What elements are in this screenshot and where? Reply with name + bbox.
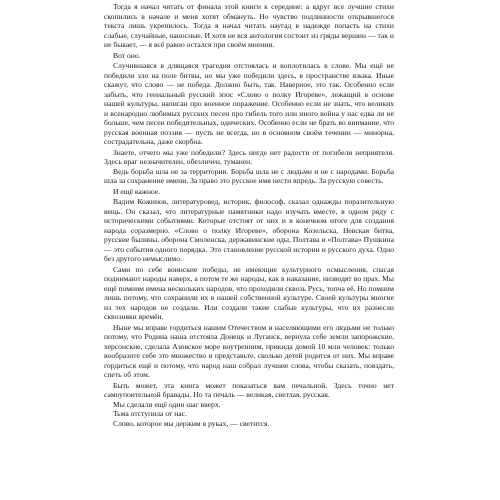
- paragraph-5: Ведь борьба шла не за территории. Борьба шла не с людьми и не с народами. Борьба шла за сохранение имени. За право это русское имя нести впредь. За русскую совесть.: [104, 166, 394, 185]
- paragraph-9: Ныне мы вправе гордиться нашим Отечеством и населяющими его людьми не только потому, что Родина наша отстояла Донецк и Луганск, вернула себе земли запорожские, херсонские, сделала Азовское море внутренним, прикида домой 10 млн человек: только вообразите себе это множество и представьте, сколько детей родится от них. Мы вправе гордиться ещё и потому, что народ наш собрал лучшие слова, чтобы сказать, повздать, спеть об этом.: [104, 322, 394, 379]
- paragraph-2: Вот оно.: [113, 50, 141, 60]
- paragraph-6: И ещё важное.: [113, 186, 161, 196]
- paragraph-10: Быть может, эта книга может показаться вам печальной. Здесь точно нет самоупоительной бравады. Но та печаль — великая, светлая, русская.: [104, 380, 394, 399]
- paragraph-7: Вадим Кожинов, литературовед, историк, философ, сказал однажды поразительную вещь. Он сказал, что литературные памятники надо изучать вместе, в одном ряду с историческими событиями. Которые отстоят от них и в конечном итоге для создания народа соразмерно. «Слово о полку Игореве», оборона Козельска, Невская битва, русские былины, оборона Смоленска, державинские оды, Полтава и «Полтава» Пушкина — это события одного порядка. Это становление русской истории и русского духа. Одно без другого немыслимо.: [104, 197, 394, 263]
- paragraph-11: Мы сделали ещё один шаг вверх.: [113, 399, 221, 409]
- body-text: [104, 2, 394, 428]
- paragraph-3: Случившаяся в длящаяся трагедия отстоялась и воплотилась в слове. Мы ещё не победили зло на поле битвы, но мы уже победили здесь, в пространстве языка. Иные скажут, что слово — не победа. Должно быть, так. Наверное, это так. Особенно если забыть, что гениальный русский эпос «Слово о полку Игореве», лежащий в основе нашей культуры, написан про военное поражение. Особенно если не знать, что великих и всенародно любимых русских песен про гибель того или иного война у нас едва ли не больше, чем песен победительных, одических. Особенно если не брать во внимание, что русская военная поэзия — пусть не всегда, но в основном своём течении — минорна, сострадательна, даже скорбна.: [104, 61, 394, 146]
- paragraph-12: Тьма отступила от нас.: [113, 409, 187, 418]
- paragraph-13: Слово, которое мы держим в руках, — светится.: [113, 418, 270, 428]
- paragraph-4: Знаете, отчего мы уже победили? Здесь нигде нет радости от погибели неприятеля. Здесь враг незначителен, обезличен, туманен.: [104, 147, 394, 166]
- paragraph-8: Сами по себе воинские победы, не имеющие культурного осмысления, спасая поднимают народы наверх, а потом те же народы, как в наказание, низводят во прах. Мы ещё помним имена нескольких народов, что проходили сквозь Русь, топча её. Но помним лишь потому, что сохранили их в нашей собственной культуре. Своей культуры многие из тех народов не создали. Или создали такие слабые культуры, что их разнесли сквозняки времён.: [104, 264, 394, 321]
- paragraph-1: Тогда я начал читать от финала этой книги к середине: а вдруг все лучшие стихи скопились в начале и меня хотят обмануть. Но чувство подлинности открывшегося текста лишь укрепилось. Тогда я начал читать наугад в надежде попасть на стихи слабые, случайные, наносные. И хотя не вся антология состоит из гряды вершин — так и не бывает, — я всё равно остался при своём мнении.: [104, 2, 394, 49]
